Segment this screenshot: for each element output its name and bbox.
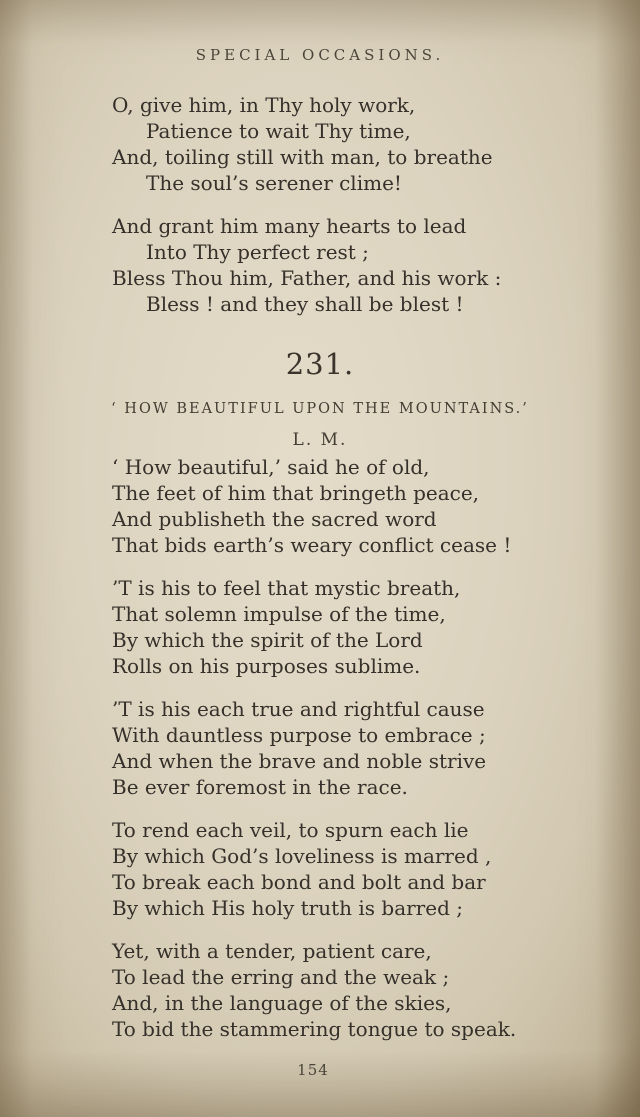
verse-line: To lead the erring and the weak ; bbox=[112, 965, 450, 989]
stanza bbox=[112, 454, 580, 558]
verse-line: ’T is his to feel that mystic breath, bbox=[112, 576, 461, 600]
verse-line: Be ever foremost in the race. bbox=[112, 775, 408, 799]
verse-line: And publisheth the sacred word bbox=[112, 507, 437, 531]
verse-line: To rend each veil, to spurn each lie bbox=[112, 818, 469, 842]
verse-line: Patience to wait Thy time, bbox=[146, 119, 411, 143]
verse-line: Yet, with a tender, patient care, bbox=[112, 939, 432, 963]
stanza bbox=[112, 696, 580, 800]
verse-line: The feet of him that bringeth peace, bbox=[112, 481, 480, 505]
verse-line: And, in the language of the skies, bbox=[112, 991, 452, 1015]
verse-line: Into Thy perfect rest ; bbox=[146, 240, 369, 264]
verse-line: The soul’s serener clime! bbox=[146, 171, 402, 195]
verse-line: ’T is his each true and rightful cause bbox=[112, 697, 485, 721]
hymn-number: 231. bbox=[285, 347, 355, 381]
stanza bbox=[112, 938, 580, 1042]
verse-line: To bid the stammering tongue to speak. bbox=[112, 1017, 517, 1041]
verse-line: ‘ How beautiful,’ said he of old, bbox=[112, 455, 430, 479]
verse-line: To break each bond and bolt and bar bbox=[112, 870, 486, 894]
verse-line: Bless ! and they shall be blest ! bbox=[146, 292, 464, 316]
previous-hymn-verses bbox=[112, 92, 580, 317]
verse-line: O, give him, in Thy holy work, bbox=[112, 93, 416, 117]
verse-line: That solemn impulse of the time, bbox=[112, 602, 446, 626]
verse-line: And, toiling still with man, to breathe bbox=[112, 145, 493, 169]
hymn-meter: L. M. bbox=[292, 430, 348, 450]
verse-line: And grant him many hearts to lead bbox=[112, 214, 467, 238]
stanza bbox=[112, 213, 580, 317]
verse-line: By which God’s loveliness is marred , bbox=[112, 844, 492, 868]
verse-line: That bids earth’s weary conflict cease ! bbox=[112, 533, 512, 557]
stanza bbox=[112, 817, 580, 921]
stanza bbox=[112, 575, 580, 679]
verse-line: Rolls on his purposes sublime. bbox=[112, 654, 421, 678]
verse-line: By which the spirit of the Lord bbox=[112, 628, 423, 652]
verse-line: And when the brave and noble strive bbox=[112, 749, 487, 773]
verse-line: Bless Thou him, Father, and his work : bbox=[112, 266, 502, 290]
page-number: 154 bbox=[297, 1061, 329, 1079]
verse-line: By which His holy truth is barred ; bbox=[112, 896, 463, 920]
hymn-verses bbox=[112, 454, 580, 1042]
stanza bbox=[112, 92, 580, 196]
verse-line: With dauntless purpose to embrace ; bbox=[112, 723, 486, 747]
hymn-title: ‘ HOW BEAUTIFUL UPON THE MOUNTAINS.’ bbox=[111, 401, 529, 417]
running-title: SPECIAL OCCASIONS. bbox=[195, 46, 445, 64]
